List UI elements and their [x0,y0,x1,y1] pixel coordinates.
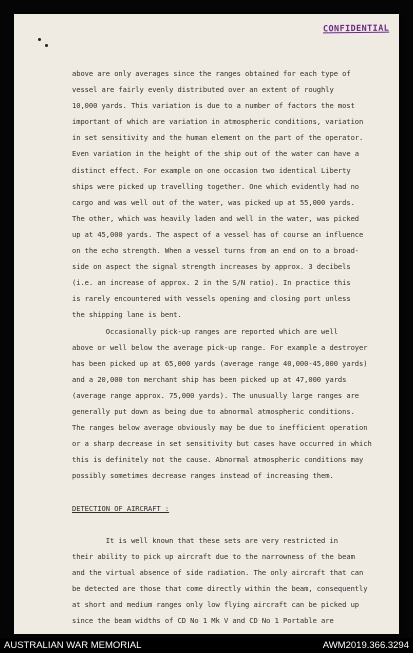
text-line: The ranges below average obviously may be due to inefficient operation [72,423,368,433]
text-line: and the virtual absence of side radiation. The only aircraft that can [72,567,364,577]
text-line: at short and medium ranges only low flying aircraft can be picked up [72,600,360,610]
text-line: (average range approx. 75,000 yards). The unusually large ranges are [72,390,360,400]
text-line: distinct effect. For example on one occasion two identical Liberty [72,165,351,175]
text-line: cargo and was well out of the water, was picked up at 55,000 yards. [72,197,355,207]
text-line: vessel are fairly evenly distributed over an extent of roughly [72,85,334,95]
text-line: this is definitely not the cause. Abnormal atmospheric conditions may [72,455,364,465]
text-line: and a 20,000 ton merchant ship has been picked up at 47,000 yards [72,374,347,384]
text-line: on the echo strength. When a vessel turns from an end on to a broad- [72,246,360,256]
confidential-stamp: CONFIDENTIAL [322,23,390,35]
text-line: is rarely encountered with vessels opening and closing port unless [72,294,351,304]
text-line: It is well known that these sets are very restricted in [72,535,338,545]
text-line: above are only averages since the ranges obtained for each type of [72,69,351,78]
text-line: the shipping lane is bent. [72,310,182,320]
archive-reference: AWM2019.366.3294 [322,640,409,651]
text-line: The other, which was heavily laden and well in the water, was picked [72,213,360,223]
archive-name: AUSTRALIAN WAR MEMORIAL [4,640,142,651]
text-line [72,484,399,500]
text-line: their ability to pick up aircraft due to the narrowness of the beam [72,551,355,561]
text-line: or a sharp decrease in set sensitivity but cases have occurred in which [72,439,372,449]
text-line: possibly sometimes decrease ranges instead of increasing them. [72,471,334,481]
text-line [72,517,399,533]
pin-hole-mark [38,38,41,41]
text-line: since the beam widths of CD No 1 Mk V and CD No 1 Portable are [72,616,334,626]
archive-footer [0,638,413,653]
text-line: important of which are variation in atmospheric conditions, variation [72,117,364,127]
text-line: (i.e. an increase of approx. 2 in the S/N ratio). In practice this [72,278,351,288]
text-line: 10,000 yards. This variation is due to a number of factors the most [72,101,355,111]
pin-hole-mark [45,44,48,47]
text-line: side on aspect the signal strength increases by approx. 3 decibels [72,262,351,272]
typed-text-body [72,66,399,629]
text-line: in set sensitivity and the human element on the part of the operator. [72,133,364,143]
text-line: above or well below the average pick-up range. For example a destroyer [72,342,368,352]
text-line: generally put down as being due to abnormal atmospheric conditions. [72,406,355,416]
text-line: Occasionally pick-up ranges are reported which are well [72,326,338,336]
text-line: up at 45,000 yards. The aspect of a vessel has of course an influence [72,229,364,239]
text-line: be detected are those that come directly within the beam, consequently [72,584,368,593]
text-line: ships were picked up travelling together. One which evidently had no [72,181,360,191]
document-page [14,14,399,634]
text-line: has been picked up at 65,000 yards (average range 40,000-45,000 yards) [72,358,368,368]
text-line: Even variation in the height of the ship out of the water can have a [72,149,360,159]
section-heading: DETECTION OF AIRCRAFT : [72,503,170,513]
